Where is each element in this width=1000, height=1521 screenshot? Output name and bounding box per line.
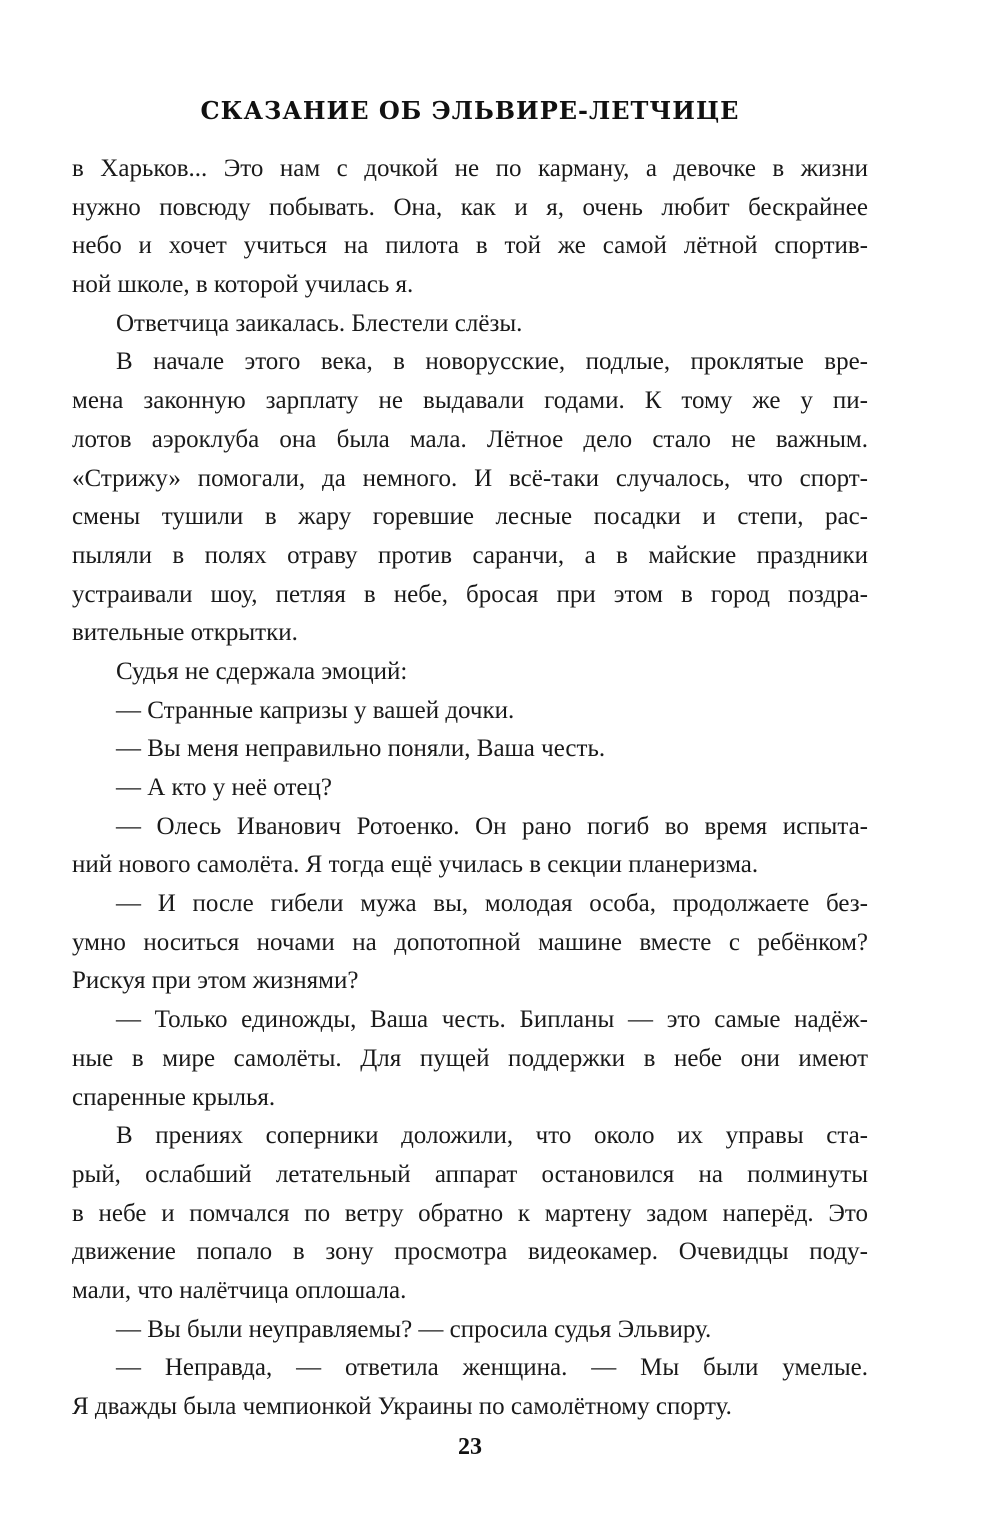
- text-line: — Олесь Иванович Ротоенко. Он рано погиб во время испыта-: [116, 812, 868, 840]
- text-line: Я дважды была чемпионкой Украины по самолётному спорту.: [72, 1393, 732, 1420]
- text-line: вительные открытки.: [72, 619, 298, 647]
- text-line: рый, ослабший летательный аппарат остановился на полминуты: [72, 1160, 868, 1188]
- text-line: небо и хочет учиться на пилота в той же самой лётной спортив-: [72, 232, 868, 260]
- text-line: ний нового самолёта. Я тогда ещё училась в секции планеризма.: [72, 851, 759, 879]
- text-line: — Вы были неуправляемы? — спросила судья Эльвиру.: [116, 1315, 712, 1343]
- text-line: ные в мире самолёты. Для пущей поддержки в небе они имеют: [72, 1044, 868, 1072]
- text-line: умно носиться ночами на допотопной машине вместе с ребёнком?: [72, 928, 868, 956]
- text-line: — Только единожды, Ваша честь. Бипланы — это самые надёж-: [116, 1006, 868, 1034]
- page-number: 23: [458, 1434, 482, 1460]
- text-line: — Странные капризы у вашей дочки.: [116, 696, 515, 724]
- text-line: мали, что налётчица оплошала.: [72, 1276, 407, 1304]
- text-line: Ответчица заикалась. Блестели слёзы.: [116, 309, 523, 337]
- text-line: в Харьков... Это нам с дочкой не по карману, а девочке в жизни: [72, 155, 868, 182]
- text-line: мена законную зарплату не выдавали годами. К тому же у пи-: [72, 387, 868, 415]
- text-line: — И после гибели мужа вы, молодая особа, продолжаете без-: [116, 890, 868, 918]
- running-head: СКАЗАНИЕ ОБ ЭЛЬВИРЕ-ЛЕТЧИЦЕ: [200, 96, 740, 125]
- text-line: В начале этого века, в новорусские, подлые, проклятые вре-: [116, 348, 868, 376]
- text-line: в небе и помчался по ветру обратно к мартену задом наперёд. Это: [72, 1199, 868, 1227]
- text-line: В прениях соперники доложили, что около их управы ста-: [116, 1122, 868, 1150]
- text-line: пыляли в полях отраву против саранчи, а в майские праздники: [72, 541, 868, 569]
- text-line: устраивали шоу, петляя в небе, бросая при этом в город поздра-: [72, 580, 868, 608]
- text-line: — Вы меня неправильно поняли, Ваша честь.: [116, 735, 606, 763]
- text-line: смены тушили в жару горевшие лесные посадки и степи, рас-: [72, 503, 868, 531]
- text-line: Судья не сдержала эмоций:: [116, 657, 408, 685]
- text-line: спаренные крылья.: [72, 1083, 276, 1111]
- text-line: «Стрижу» помогали, да немного. И всё-таки случалось, что спорт-: [72, 464, 868, 492]
- text-line: лотов аэроклуба она была мала. Лётное дело стало не важным.: [72, 425, 868, 453]
- body-text: [72, 150, 868, 1427]
- text-line: движение попало в зону просмотра видеокамер. Очевидцы поду-: [72, 1238, 868, 1266]
- text-line: ной школе, в которой училась я.: [72, 271, 414, 299]
- text-line: нужно повсюду побывать. Она, как и я, очень любит бескрайнее: [72, 193, 868, 221]
- text-line: Рискуя при этом жизнями?: [72, 967, 359, 995]
- text-line: — А кто у неё отец?: [116, 774, 332, 801]
- text-line: — Неправда, — ответила женщина. — Мы были умелые.: [116, 1354, 868, 1382]
